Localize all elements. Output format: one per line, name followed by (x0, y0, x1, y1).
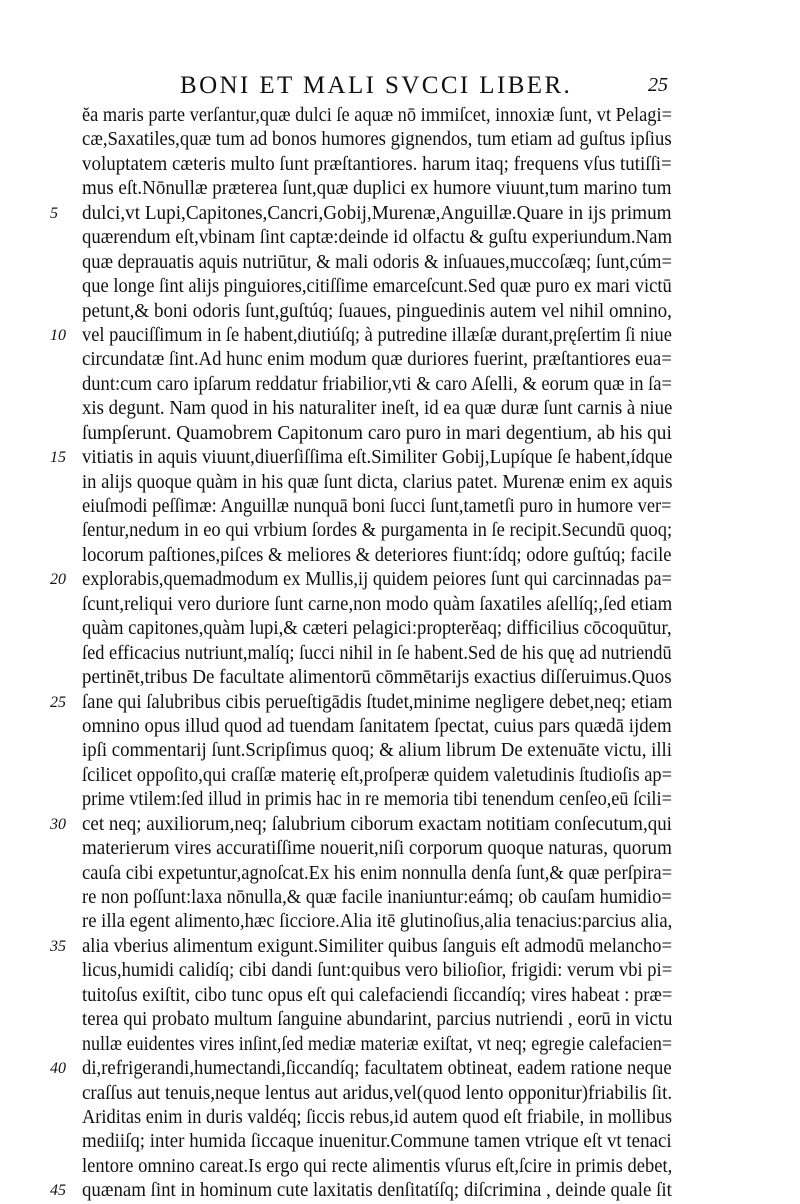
line-text: licus,humidi calidíq; cibi dandi ſunt:quibus vero bilioſior, frigidi: verum vbi pi= (82, 960, 673, 982)
line-text: voluptatem cæteris multo ſunt præſtantiores. harum itaq; frequens vſus tutiſſi= (82, 153, 672, 175)
line-number: 30 (50, 815, 66, 833)
line-text: ſed efficacius nutriunt,malíq; ſucci nihil in ſe habent.Sed de his quę ad nutriendū (82, 642, 672, 664)
text-line (82, 373, 672, 397)
text-line (82, 1033, 672, 1057)
line-text: que longe ſint alijs pinguiores,citiſſime emarceſcunt.Sed quæ puro ex mari victū (82, 276, 672, 298)
line-text: materierum vires accuratiſſime nouerit,niſi corporum quoque naturas, quorum (82, 838, 672, 860)
line-text: locorum paſtiones,piſces & meliores & deteriores fiunt:ídq; odore guſtúq; facile (82, 544, 672, 566)
line-text: quàm capitones,quàm lupi,& cæteri pelagici:propterĕaq; difficilius cōcoquūtur, (82, 618, 672, 640)
text-line (82, 1106, 672, 1130)
line-text: cauſa cibi expetuntur,agnoſcat.Ex his enim nonnulla denſa ſunt,& quæ perſpira= (82, 862, 673, 884)
line-text: re non poſſunt:laxa nōnulla,& quæ facile inaniuntur:eámq; ob cauſam humidio= (82, 887, 672, 908)
text-line (82, 1082, 672, 1106)
line-text: vitiatis in aquis viuunt,diuerſiſſima eſt.Similiter Gobij,Lupíque ſe habent,ídque (82, 447, 673, 469)
text-line (82, 422, 672, 446)
text-line (82, 177, 672, 201)
line-text: cet neq; auxiliorum,neq; ſalubrium ciborum exactam notitiam conſecutum,qui (82, 813, 672, 835)
text-line (50, 691, 673, 715)
line-text: circundatæ ſint.Ad hunc enim modum quæ duriores fuerint, præſtantiores eua= (82, 349, 672, 371)
text-line (82, 544, 672, 568)
line-text: ſane qui ſalubribus cibis perueſtigādis ſtudet,minime negligere debet,neq; etiam (82, 691, 673, 713)
text-line (82, 348, 672, 372)
line-text: quæ deprauatis aquis nutriūtur, & mali odoris & inſuaues,muccoſæq; ſunt,cúm= (82, 251, 672, 273)
line-text: petunt,& boni odoris ſunt,guſtúq; ſuaues, pinguedinis autem vel nihil omnino, (82, 300, 672, 322)
line-text: in alijs quoque quàm in his quæ ſunt dicta, clarius patet. Murenæ enim ex aquis (82, 471, 673, 493)
text-line (82, 593, 672, 617)
text-line (82, 300, 672, 324)
text-line (82, 471, 672, 495)
line-number: 15 (50, 449, 66, 467)
text-line (82, 1130, 672, 1154)
text-line (50, 1179, 672, 1203)
line-text: vel pauciſſimum in ſe habent,diutiúſq; à putredine illæſæ durant,pręſertim ſi niue (82, 324, 672, 346)
text-line (82, 984, 672, 1008)
text-line (82, 910, 672, 934)
text-line (82, 788, 672, 812)
line-number: 25 (50, 693, 66, 711)
line-text: alia vberius alimentum exigunt.Similiter quibus ſanguis eſt admodū melancho= (82, 935, 673, 957)
text-line (50, 1057, 672, 1081)
line-text: ſumpſerunt. Quamobrem Capitonum caro puro in mari degentium, ab his qui (82, 422, 672, 444)
text-line (82, 642, 672, 666)
line-number: 5 (50, 204, 58, 222)
line-text: ĕa maris parte verſantur,quæ dulci ſe aquæ nō immiſcet, innoxiæ ſunt, vt Pelagi= (82, 105, 672, 126)
text-line (82, 1008, 672, 1032)
line-text: dulci,vt Lupi,Capitones,Cancri,Gobij,Murenæ,Anguillæ.Quare in ijs primum (82, 202, 672, 224)
line-number: 10 (50, 326, 66, 344)
line-text: tuitoſus exiſtit, cibo tunc opus eſt qui calefaciendi ſiccandíq; vires habeat : præ= (82, 984, 673, 1006)
text-line (82, 862, 672, 886)
text-line (82, 495, 672, 519)
text-line (50, 446, 673, 470)
line-text: eiuſmodi peſſimæ: Anguillæ nunquā boni ſucci ſunt,tametſi puro in humore ver= (82, 496, 672, 517)
text-line (82, 739, 672, 763)
line-text: ipſi commentarij ſunt.Scripſimus quoq; & alium librum De extenuāte victu, illi (82, 740, 672, 762)
line-text: dunt:cum caro ipſarum reddatur friabilior,vti & caro Aſelli, & eorum quæ in ſa= (82, 373, 672, 395)
line-text: craſſus aut tenuis,neque lentus aut aridus,vel(quod lento opponitur)friabilis ſit. (82, 1082, 673, 1104)
line-text: pertinēt,tribus De facultate alimentorū cōmmētarijs exactius diſſeruimus.Quos (82, 667, 672, 689)
line-number: 20 (50, 571, 66, 589)
line-text: omnino opus illud quod ad tuendam ſanitatem ſpectat, cuius pars quædā ijdem (82, 715, 672, 737)
text-line (82, 519, 672, 543)
line-text: terea qui probato multum ſanguine abundarint, parcius nutriendi , eorū in victu (82, 1009, 673, 1031)
text-line (82, 153, 672, 177)
text-line (50, 324, 672, 348)
line-text: re illa egent alimento,hæc ſicciore.Alia itē glutinoſius,alia tenacius:parcius alia, (82, 911, 673, 933)
text-line (82, 666, 672, 690)
line-text: lentore omnino careat.Is ergo qui recte alimentis vſurus eſt,ſcire in primis debet, (82, 1155, 673, 1177)
line-number: 35 (50, 937, 66, 955)
line-text: ſcunt,reliqui vero duriore ſunt carne,non modo quàm ſaxatiles aſellíq;,ſed etiam (82, 593, 673, 615)
text-line (82, 1155, 672, 1179)
line-number: 45 (50, 1182, 66, 1200)
line-text: mediiſq; inter humida ſiccaque inuenitur.Commune tamen vtrique eſt vt tenaci (82, 1131, 672, 1153)
line-text: ſentur,nedum in eo qui vrbium ſordes & purgamenta in ſe recipit.Secundū quoq; (82, 520, 673, 542)
text-line (82, 251, 672, 275)
text-line (82, 397, 672, 421)
page-header (0, 66, 800, 102)
text-line (82, 715, 672, 739)
text-line (50, 568, 672, 592)
line-text: ſcilicet oppoſito,qui craſſæ materię eſt,proſperæ quidem valetudinis ſtudioſis ap= (82, 764, 673, 786)
text-line (82, 837, 672, 861)
line-text: quænam ſint in hominum cute laxitatis denſitatíſq; diſcrimina , deinde quale ſit (82, 1180, 672, 1202)
text-block (50, 104, 673, 1204)
line-number: 40 (50, 1060, 66, 1078)
line-text: xis degunt. Nam quod in his naturaliter ineſt, id ea quæ duræ ſunt carnis à niue (82, 398, 673, 420)
line-text: quærendum eſt,vbinam ſint captæ:deinde id olfactu & guſtu experiundum.Nam (82, 227, 673, 249)
text-line (50, 935, 673, 959)
text-line (82, 128, 672, 152)
text-line (82, 764, 672, 788)
text-line (82, 617, 672, 641)
line-text: cæ,Saxatiles,quæ tum ad bonos humores gignendos, tum etiam ad guſtus ipſius (82, 129, 672, 151)
text-line (50, 813, 672, 837)
text-line (82, 886, 672, 910)
running-title: BONI ET MALI SVCCI LIBER. (180, 72, 573, 99)
line-text: nullæ euidentes vires inſint,ſed mediæ materiæ exiſtat, vt neq; egregie calefacien= (82, 1033, 673, 1055)
text-line (82, 226, 672, 250)
line-text: mus eſt.Nōnullæ præterea ſunt,quæ duplici ex humore viuunt,tum marino tum (82, 178, 672, 200)
text-line (82, 275, 672, 299)
line-text: prime vtilem:ſed illud in primis hac in re memoria tibi tenendum cenſeo,eū ſcili= (82, 789, 672, 811)
line-text: Ariditas enim in duris valdéq; ſiccis rebus,id autem quod eſt friabile, in mollibus (82, 1106, 673, 1128)
text-line (82, 959, 672, 983)
text-line (50, 202, 672, 226)
line-text: di,refrigerandi,humectandi,ſiccandíq; facultatem obtineat, eadem ratione neque (82, 1058, 672, 1080)
page-number: 25 (648, 74, 668, 96)
text-line (82, 104, 672, 128)
line-text: explorabis,quemadmodum ex Mullis,ij quidem peiores ſunt qui carcinnadas pa= (82, 569, 672, 591)
